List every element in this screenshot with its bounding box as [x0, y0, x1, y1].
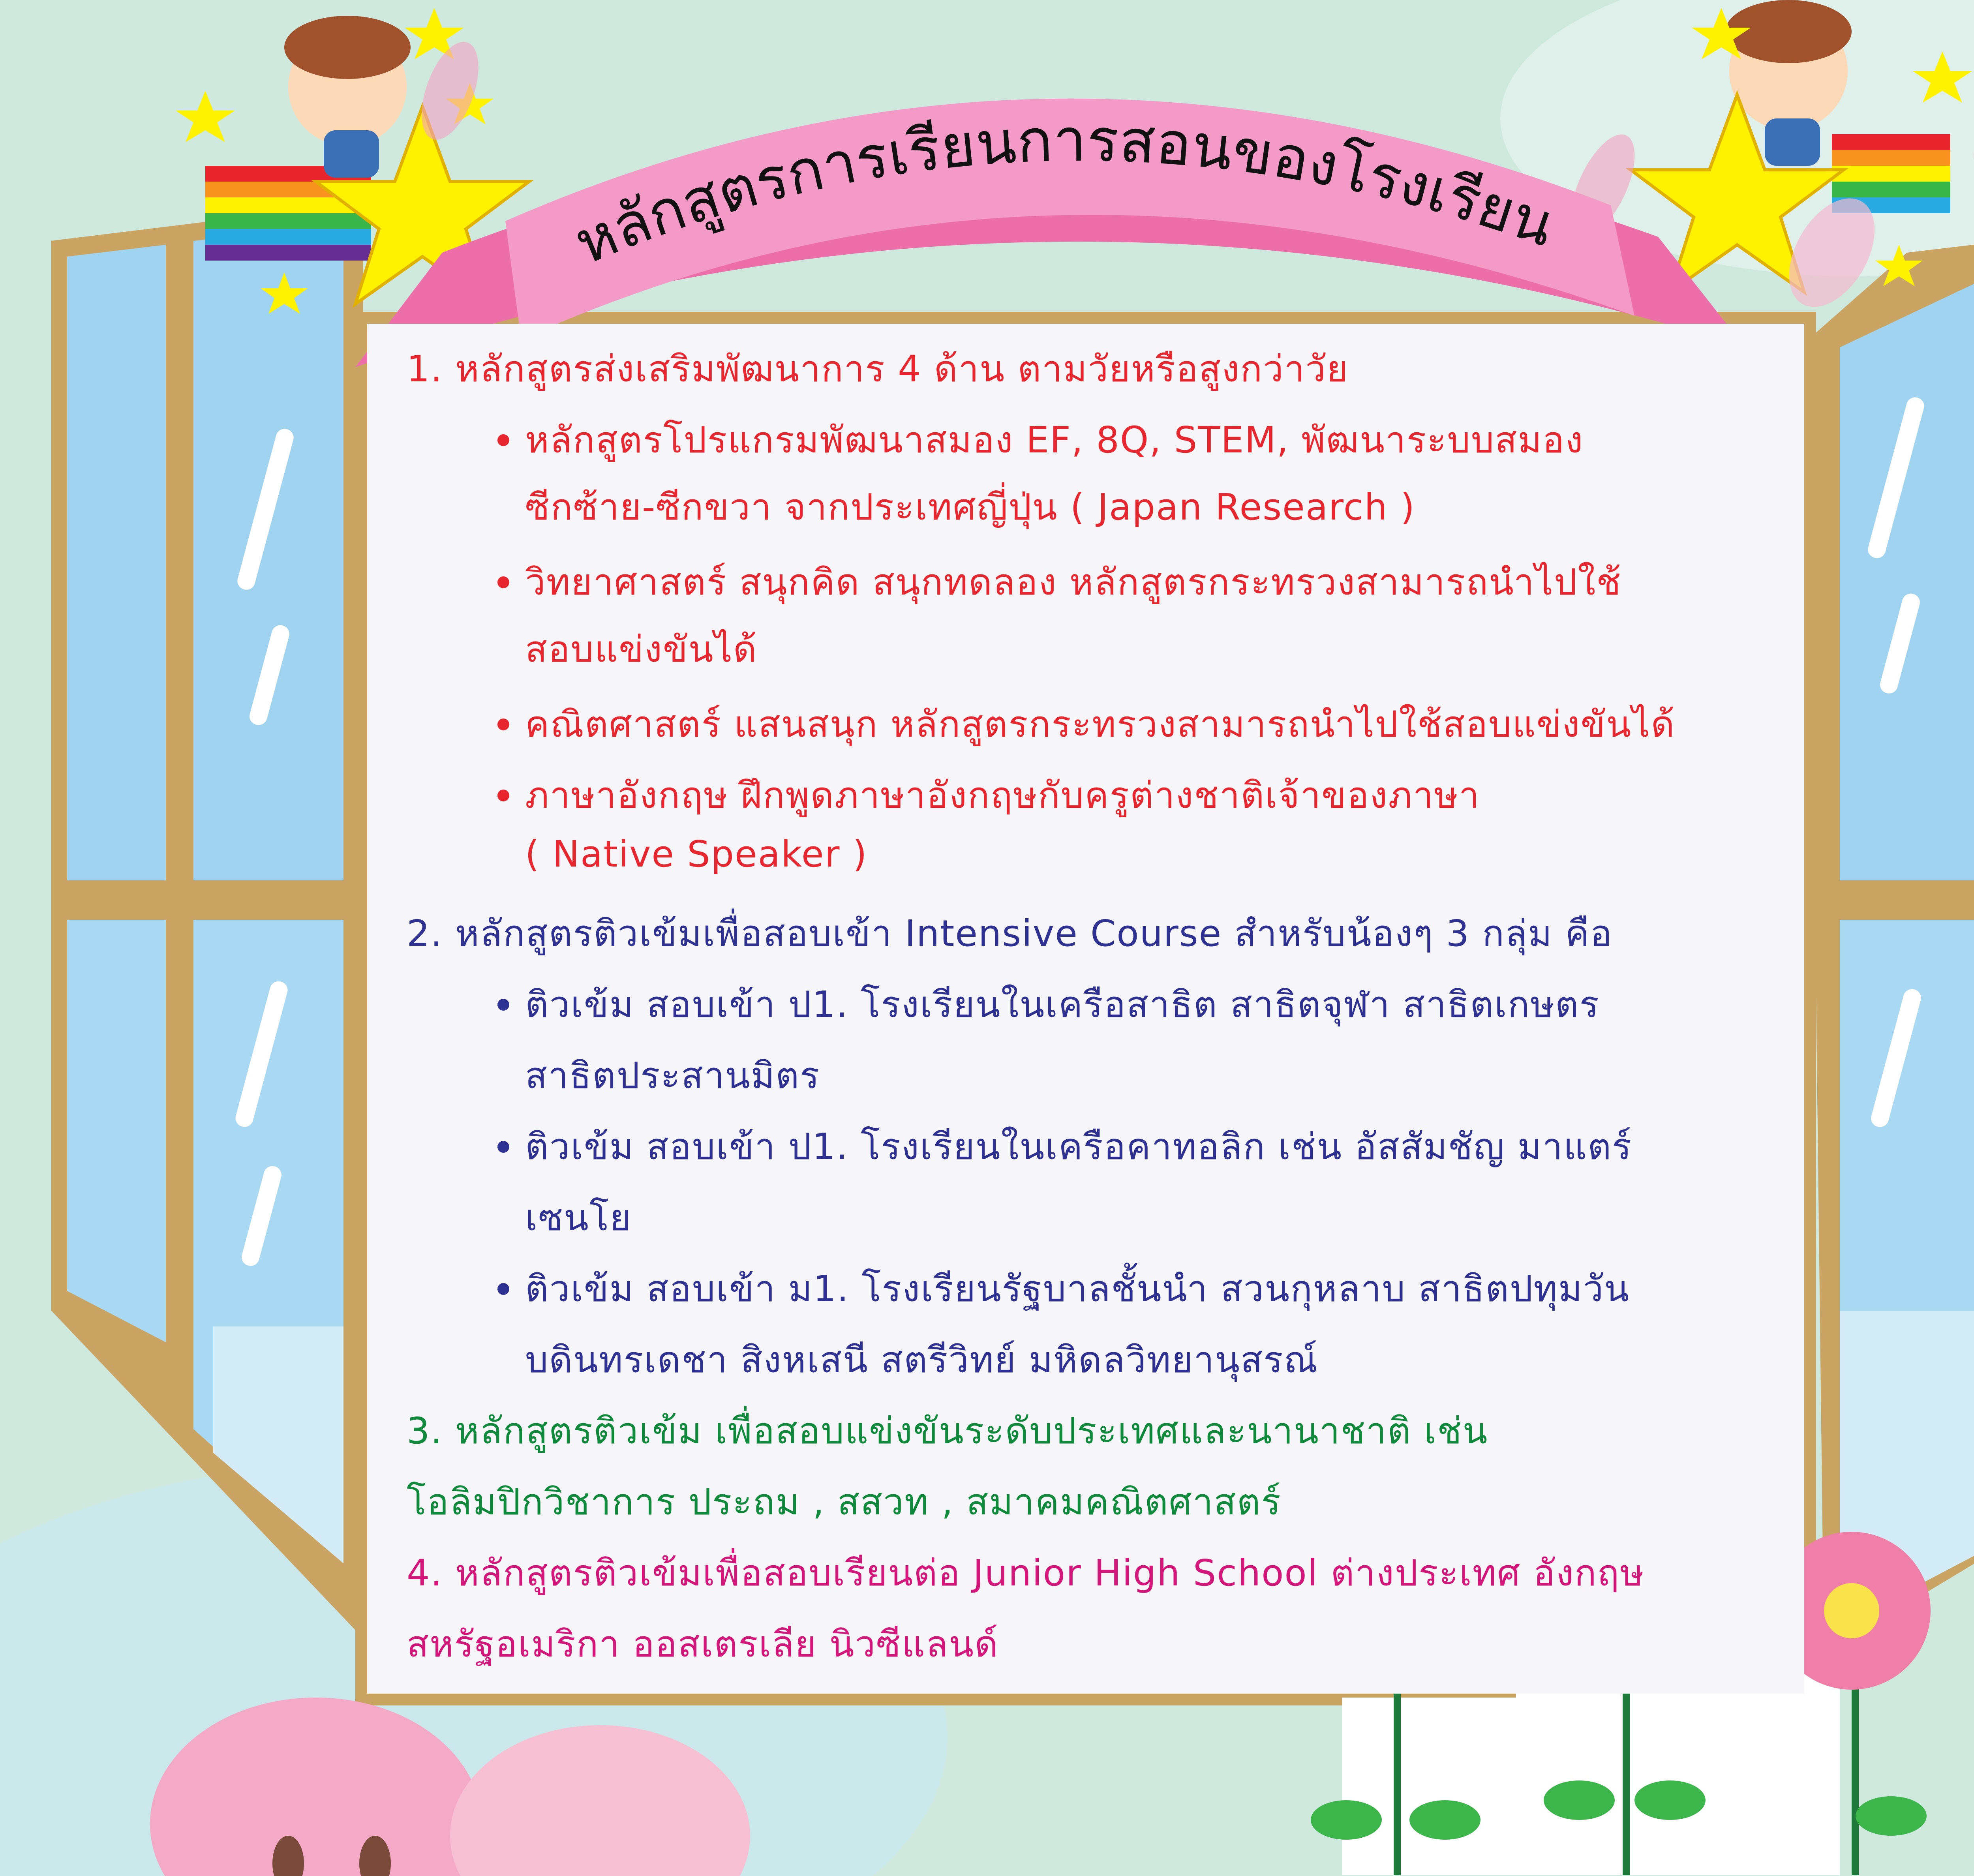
page-title [565, 106, 1563, 278]
page-title-text: หลักสูตรการเรียนการสอนของโรงเรียน [565, 106, 1563, 278]
list-item [497, 766, 1480, 824]
left-window [51, 205, 363, 1638]
list-item-continuation: เซนโย [525, 1197, 632, 1239]
list-item [497, 695, 1675, 753]
right-window [1808, 221, 1974, 1654]
banner-title-layer [0, 0, 1974, 355]
bullet-icon [497, 1283, 509, 1295]
list-item-text: คณิตศาสตร์ แสนสนุก หลักสูตรกระทรวงสามารถนำไปใช้สอบแข่งขันได้ [525, 703, 1676, 745]
bullet-icon [497, 434, 509, 446]
list-item-continuation: ( Native Speaker ) [525, 833, 868, 875]
section-4-heading: 4. หลักสูตรติวเข้มเพื่อสอบเรียนต่อ Junior High School ต่างประเทศ อังกฤษ [407, 1552, 1645, 1594]
section-3-continuation: โอลิมปิกวิชาการ ประถม , สสวท , สมาคมคณิตศาสตร์ [407, 1481, 1282, 1523]
list-item-continuation: บดินทรเดชา สิงหเสนี สตรีวิทย์ มหิดลวิทยานุสรณ์ [525, 1339, 1318, 1381]
bullet-icon [497, 999, 509, 1011]
list-item [497, 553, 1622, 611]
list-item-text: ติวเข้ม สอบเข้า ป1. โรงเรียนในเครือสาธิต สาธิตจุฬา สาธิตเกษตร [525, 983, 1600, 1026]
bullet-icon [497, 1141, 509, 1153]
list-item-text: ภาษาอังกฤษ ฝึกพูดภาษาอังกฤษกับครูต่างชาติเจ้าของภาษา [525, 774, 1480, 816]
section-4-continuation: สหรัฐอเมริกา ออสเตรเลีย นิวซีแลนด์ [407, 1623, 999, 1665]
section-1-heading: 1. หลักสูตรส่งเสริมพัฒนาการ 4 ด้าน ตามวัยหรือสูงกว่าวัย [407, 348, 1349, 390]
section-3-heading: 3. หลักสูตรติวเข้ม เพื่อสอบแข่งขันระดับประเทศและนานาชาติ เช่น [407, 1410, 1488, 1452]
list-item [497, 1259, 1630, 1317]
list-item-continuation: สอบแข่งขันได้ [525, 628, 758, 670]
bullet-icon [497, 576, 509, 588]
list-item-text: วิทยาศาสตร์ สนุกคิด สนุกทดลอง หลักสูตรกระทรวงสามารถนำไปใช้ [525, 561, 1622, 603]
list-item [497, 1117, 1632, 1175]
bullet-icon [497, 719, 509, 730]
bullet-icon [497, 790, 509, 801]
list-item-continuation: สาธิตประสานมิตร [525, 1054, 820, 1097]
list-item-continuation: ซีกซ้าย-ซีกขวา จากประเทศญี่ปุ่น ( Japan Research ) [525, 486, 1415, 528]
list-item-text: ติวเข้ม สอบเข้า ม1. โรงเรียนรัฐบาลชั้นนำ สวนกุหลาบ สาธิตปทุมวัน [525, 1268, 1630, 1310]
section-2-heading: 2. หลักสูตรติวเข้มเพื่อสอบเข้า Intensive Course สำหรับน้องๆ 3 กลุ่ม คือ [407, 912, 1613, 955]
list-item [497, 975, 1600, 1033]
list-item [497, 411, 1584, 469]
list-item-text: ติวเข้ม สอบเข้า ป1. โรงเรียนในเครือคาทอลิก เช่น อัสสัมชัญ มาแตร์ [525, 1126, 1632, 1168]
list-item-text: หลักสูตรโปรแกรมพัฒนาสมอง EF, 8Q, STEM, พัฒนาระบบสมอง [525, 419, 1584, 461]
